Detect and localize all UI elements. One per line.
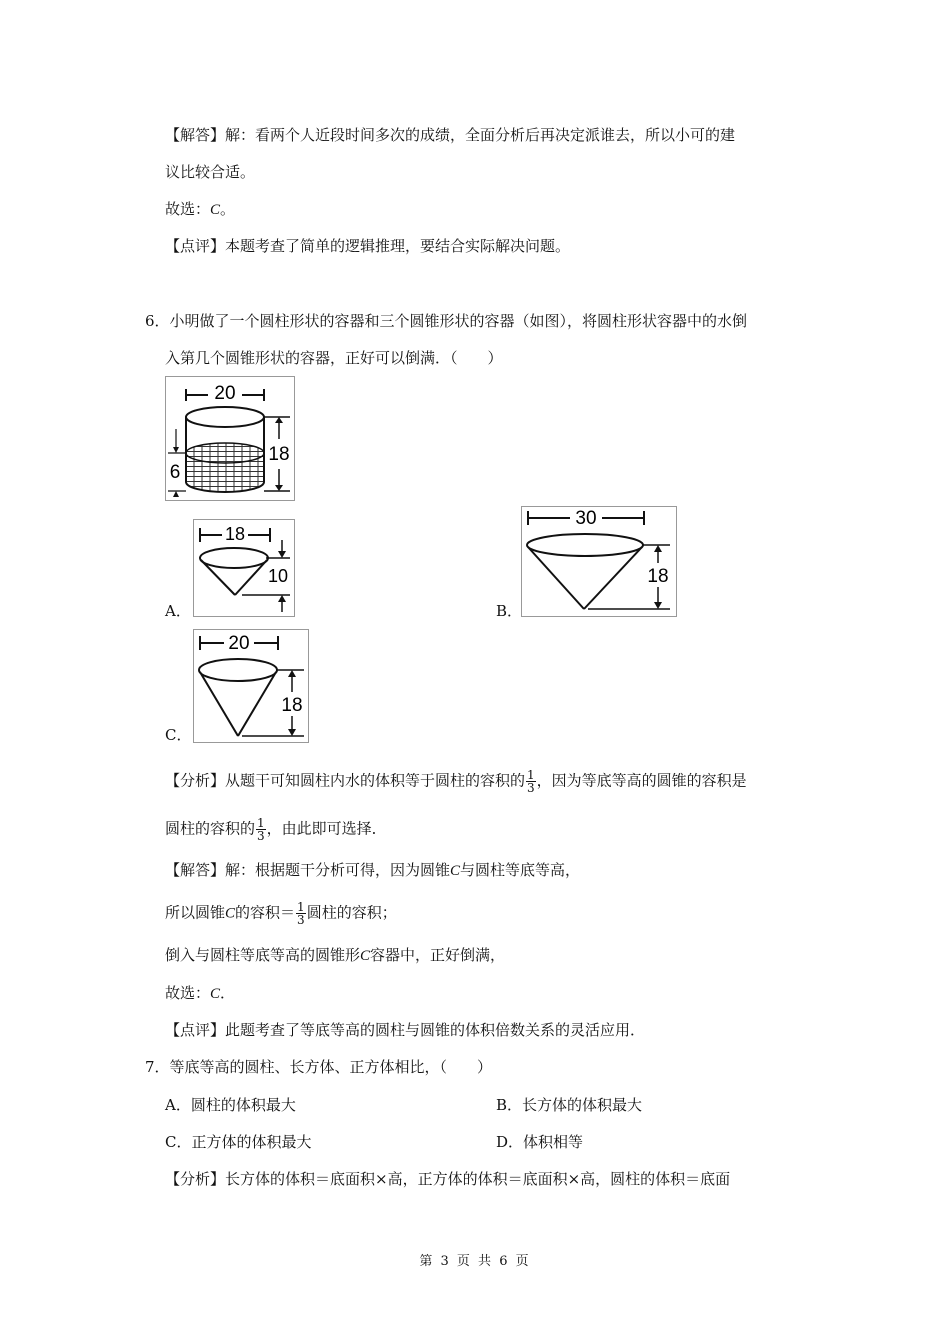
cone-b-height-label: 18 [647,566,669,587]
prev-choice-suffix: 。 [220,200,236,218]
cone-a-figure [193,519,295,617]
q7-option-b: B．长方体的体积最大 [496,1096,643,1114]
fraction-denominator: 3 [257,829,265,843]
cone-b-label: B． [496,602,523,620]
fraction-one-third [296,901,306,926]
water-height-label: 6 [169,462,181,483]
fraction-numerator: 1 [527,768,535,782]
q6-answer-line1 [165,860,580,881]
q6-choice-suffix: ． [220,984,236,1002]
q6-stem-line1: 6．小明做了一个圆柱形状的容器和三个圆锥形状的容器（如图），将圆柱形状容器中的水倒 [145,312,748,330]
q6-analysis-line2 [165,817,387,842]
cone-b-figure [521,506,677,617]
variable-c: C [450,863,461,879]
q7-analysis: 【分析】长方体的体积＝底面积×高，正方体的体积＝底面积×高，圆柱的体积＝底面 [165,1170,731,1188]
fraction-numerator: 1 [257,816,265,830]
q6-answer-text-1b: 与圆柱等底等高， [460,861,581,879]
q6-answer-text-2b: 的容积＝ [235,903,296,922]
cylinder-diameter-label: 20 [214,383,236,404]
cone-c-figure [193,629,309,743]
fraction-one-third [256,817,266,842]
q7-option-a: A．圆柱的体积最大 [165,1096,296,1114]
cone-a-label: A． [165,602,191,620]
prev-choice-prefix: 故选： [165,200,211,218]
q6-analysis-line1 [165,769,747,794]
q6-analysis-text-a: 【分析】从题干可知圆柱内水的体积等于圆柱的容积的 [165,771,526,790]
q6-choice-letter: C [210,986,221,1002]
fraction-denominator: 3 [297,913,305,927]
q7-option-d: D．体积相等 [496,1133,584,1151]
q6-stem-line2: 入第几个圆锥形状的容器，正好可以倒满．（ ） [165,349,503,367]
q6-answer-line2 [165,901,397,926]
q6-analysis-text-b: ，因为等底等高的圆锥的容积是 [536,771,747,790]
cone-c-height-label: 18 [281,695,303,716]
cone-a-diameter-label: 18 [224,524,246,544]
page-footer: 第 3 页 共 6 页 [419,1254,531,1269]
cylinder-figure [165,376,295,501]
cylinder-height-label: 18 [268,444,290,465]
q6-answer-text-3b: 容器中，正好倒满， [370,946,506,964]
q7-stem: 7．等底等高的圆柱、长方体、正方体相比，（ ） [145,1058,493,1076]
prev-choice-letter: C [210,202,221,218]
prev-comment: 【点评】本题考查了简单的逻辑推理，要结合实际解决问题。 [165,237,571,255]
q7-option-c: C．正方体的体积最大 [165,1133,312,1151]
variable-c: C [225,905,236,922]
fraction-denominator: 3 [527,781,535,795]
q6-answer-text-1a: 【解答】解：根据题干分析可得，因为圆锥 [165,861,451,879]
q6-answer-text-2a: 所以圆锥 [165,903,226,922]
q6-answer-text-3a: 倒入与圆柱等底等高的圆锥形 [165,946,361,964]
prev-answer-line2: 议比较合适。 [165,163,256,181]
cone-c-label: C． [165,726,192,744]
q6-analysis-text-c: 圆柱的容积的 [165,819,256,838]
cone-a-height-label: 10 [267,566,289,586]
fraction-numerator: 1 [297,900,305,914]
prev-answer-line1: 【解答】解：看两个人近段时间多次的成绩，全面分析后再决定派谁去，所以小可的建 [165,126,736,144]
q6-comment: 【点评】此题考查了等底等高的圆柱与圆锥的体积倍数关系的灵活应用． [165,1021,646,1039]
fraction-one-third [526,769,536,794]
q6-answer-text-2c: 圆柱的容积； [306,903,397,922]
cone-b-diameter-label: 30 [575,508,597,529]
q6-choice-prefix: 故选： [165,984,211,1002]
prev-choice [165,199,235,220]
q6-choice [165,983,235,1004]
q6-answer-line3 [165,945,505,966]
cone-c-diameter-label: 20 [228,633,250,654]
q6-analysis-text-d: ，由此即可选择． [266,819,387,838]
variable-c: C [360,948,371,964]
